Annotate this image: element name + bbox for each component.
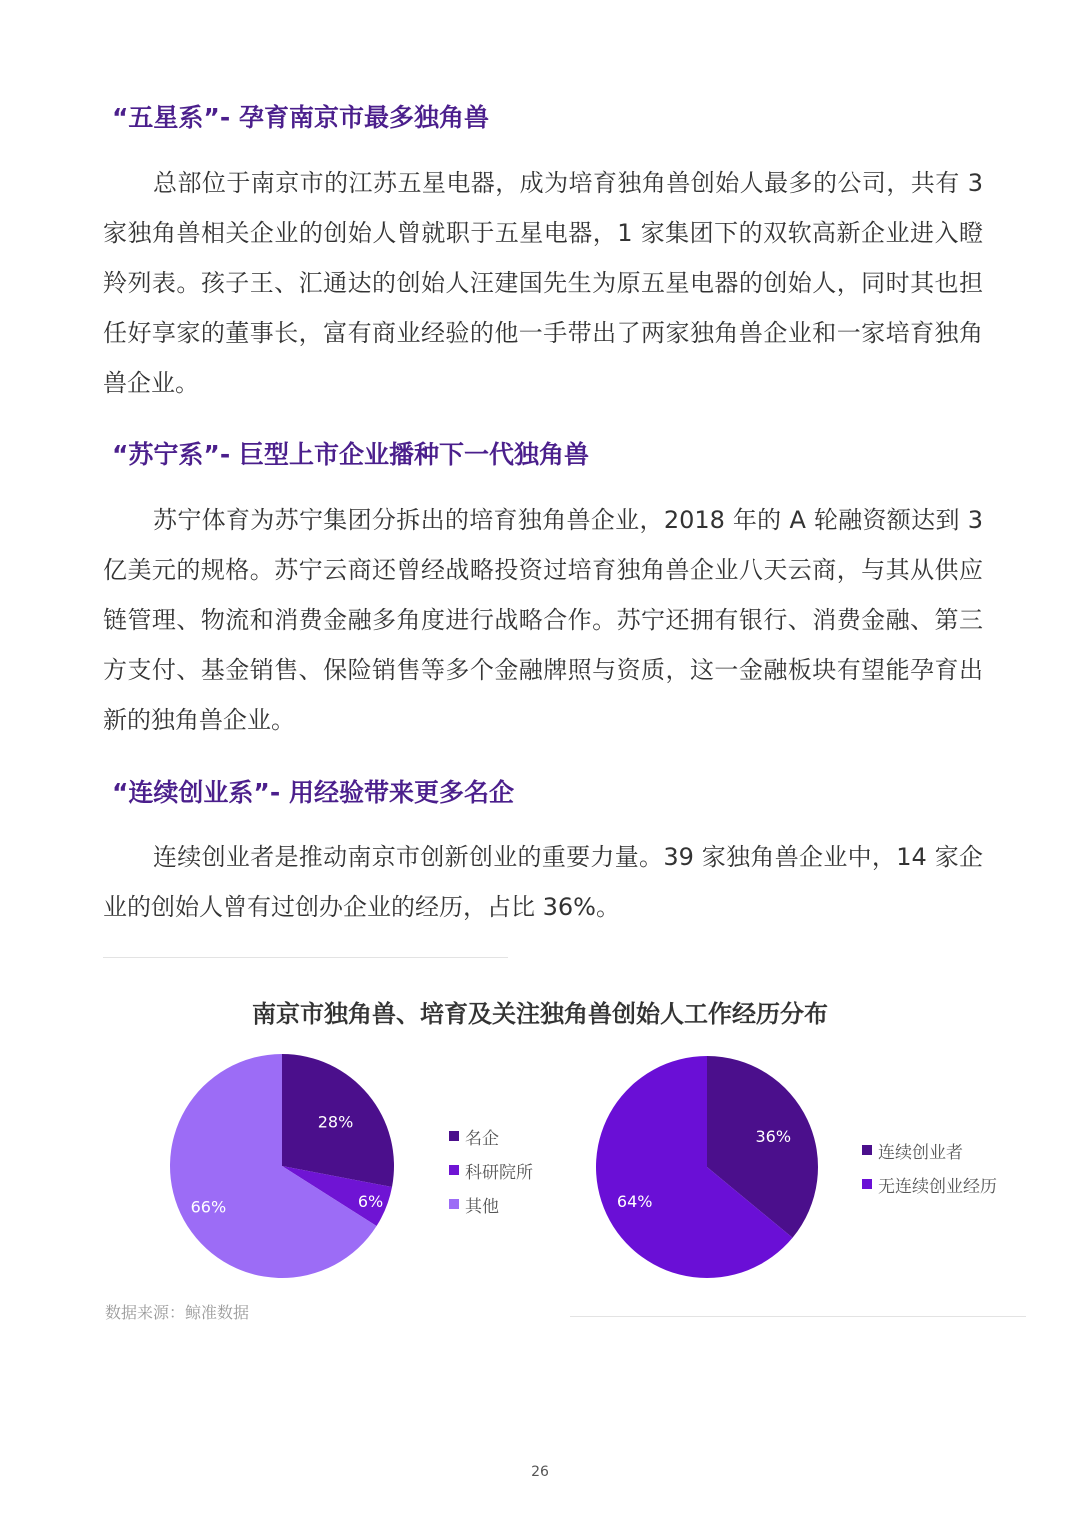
data-source: 数据来源：鲸准数据 (105, 1303, 250, 1322)
legend-label-3: 其他 (465, 1196, 499, 1217)
legend-serial-entrepreneur (862, 1133, 997, 1201)
legend-item-2 (862, 1167, 997, 1201)
pie-slice-label-1: 28% (317, 1112, 354, 1132)
pie-slice-label-3: 66% (190, 1197, 227, 1217)
legend-label-2: 科研院所 (465, 1162, 533, 1183)
section-title-serial: “连续创业系”- 用经验带来更多名企 (112, 778, 514, 807)
legend-item-1 (449, 1119, 533, 1153)
section-body-suning: 苏宁体育为苏宁集团分拆出的培育独角兽企业，2018 年的 A 轮融资额达到 3 亿美元的规格。苏宁云商还曾经战略投资过培育独角兽企业八天云商，与其从供应链管理、物流和消费金融多角度进行战略合作。苏宁还拥有银行、消费金融、第三方支付、基金销售、保险销售等多个金融牌照与资质，这一金融板块有望能孕育出新的独角兽企业。 (103, 506, 983, 734)
section-title-suning: “苏宁系”- 巨型上市企业播种下一代独角兽 (112, 440, 589, 469)
legend-work-history (449, 1119, 533, 1221)
legend-item-1 (862, 1133, 997, 1167)
legend-swatch-2 (449, 1165, 459, 1175)
divider-bottom (570, 1316, 1026, 1317)
section-body-wuxing: 总部位于南京市的江苏五星电器，成为培育独角兽创始人最多的公司，共有 3 家独角兽相关企业的创始人曾就职于五星电器，1 家集团下的双软高新企业进入瞪羚列表。孩子王、汇通达的创始人汪建国先生为原五星电器的创始人，同时其也担任好享家的董事长，富有商业经验的他一手带出了两家独角兽企业和一家培育独角兽企业。 (103, 169, 983, 397)
pie-slice-label-2: 64% (616, 1192, 653, 1212)
legend-label-1: 连续创业者 (878, 1142, 963, 1163)
divider-top (103, 957, 508, 958)
pie-chart-work-history (170, 1054, 394, 1278)
legend-swatch-3 (449, 1199, 459, 1209)
pie-slice-label-1: 36% (755, 1126, 792, 1146)
section-body-serial: 连续创业者是推动南京市创新创业的重要力量。39 家独角兽企业中，14 家企业的创始人曾有过创办企业的经历，占比 36%。 (103, 843, 983, 921)
legend-item-3 (449, 1187, 533, 1221)
legend-swatch-2 (862, 1179, 872, 1189)
legend-label-2: 无连续创业经历 (878, 1176, 997, 1197)
pie-slice-label-2: 6% (357, 1192, 384, 1212)
pie-chart-serial-entrepreneur (596, 1056, 818, 1278)
legend-swatch-1 (449, 1131, 459, 1141)
page-number: 26 (531, 1464, 549, 1480)
legend-label-1: 名企 (465, 1128, 499, 1149)
section-title-wuxing: “五星系”- 孕育南京市最多独角兽 (112, 103, 489, 132)
legend-swatch-1 (862, 1145, 872, 1155)
chart-title: 南京市独角兽、培育及关注独角兽创始人工作经历分布 (252, 1000, 828, 1028)
legend-item-2 (449, 1153, 533, 1187)
